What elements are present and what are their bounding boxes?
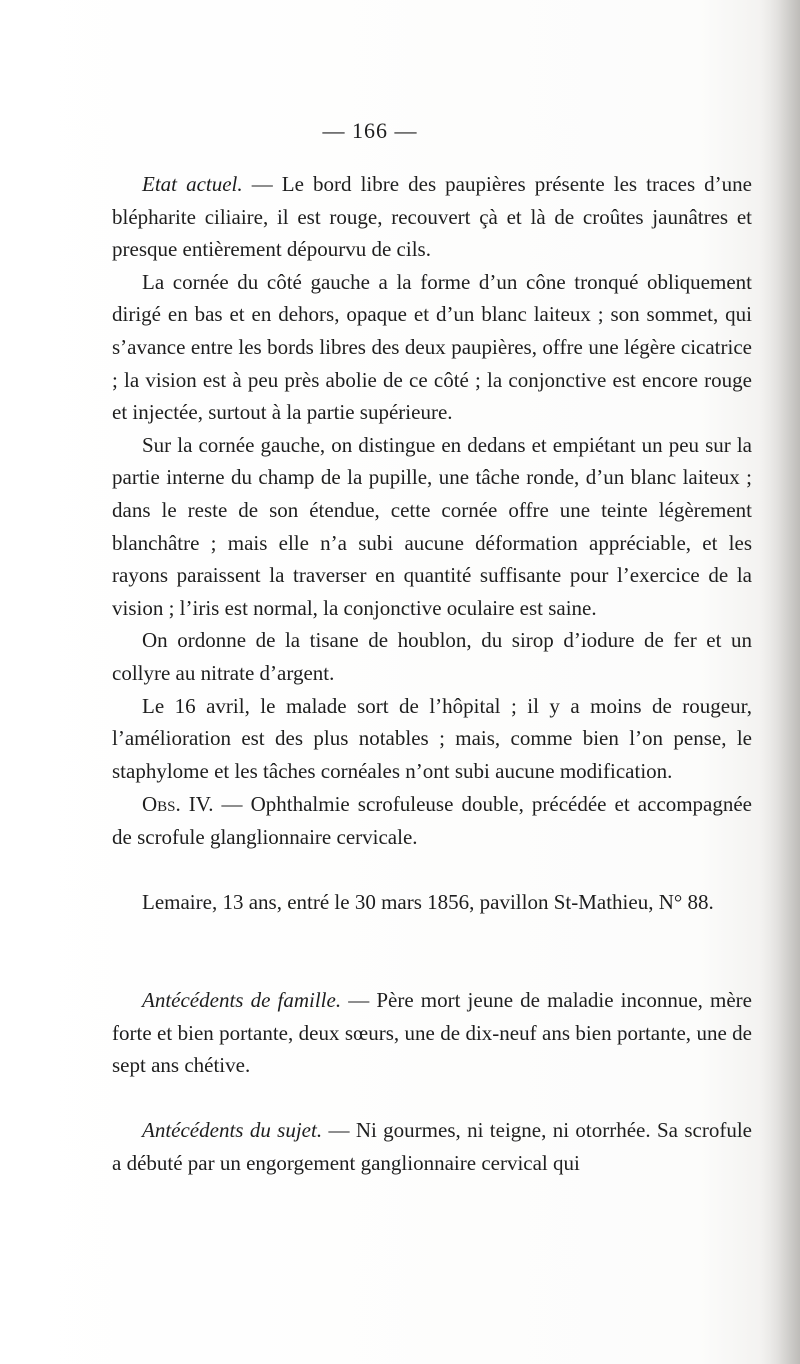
paragraph-patient: Lemaire, 13 ans, entré le 30 mars 1856, pavillon St-Mathieu, N° 88.: [142, 890, 714, 914]
observation-text: IV. — Ophthalmie scrofuleuse double, précédée et accompagnée de scrofule glanglionnaire cervicale.: [112, 792, 752, 849]
page-number: — 166 —: [322, 118, 418, 143]
paragraph-antecedents-famille: [112, 984, 752, 1082]
etat-actuel-label: Etat actuel.: [142, 172, 243, 196]
antecedents-famille-label: Antécédents de famille.: [142, 988, 342, 1012]
page-edge-shadow: [760, 0, 800, 1364]
antecedents-famille: [112, 984, 752, 1082]
patient-info: [112, 886, 752, 919]
paragraph-etat-actuel: [112, 168, 752, 266]
etat-actuel-section: [112, 168, 752, 787]
paragraph-cornee-gauche-cone: La cornée du côté gauche a la forme d’un cône tronqué obliquement dirigé en bas et en dehors, opaque et d’un blanc laiteux ; son sommet, qui s’avance entre les bords libres des deux paupières, offre une légère cicatrice ; la vision est à peu près abolie de ce côté ; la conjonctive est encore rouge et injectée, surtout à la partie supérieure.: [112, 269, 752, 425]
observation-heading: [112, 788, 752, 853]
paragraph-cornee-gauche-tache: Sur la cornée gauche, on distingue en dedans et empiétant un peu sur la partie interne du champ de la pupille, une tâche ronde, d’un blanc laiteux ; dans le reste de son étendue, cette cornée offre une teinte légèrement blanchâtre ; mais elle n’a subi aucune déformation appréciable, et les rayons paraissent la traverser en quantité suffisante pour l’exercice de la vision ; l’iris est normal, la conjonctive oculaire est saine.: [112, 432, 752, 620]
observation-label: Obs.: [142, 792, 181, 816]
antecedents-famille-text: — Père mort jeune de maladie inconnue, mère forte et bien portante, deux sœurs, une de dix-neuf ans bien portante, une de sept ans chétive.: [112, 988, 752, 1078]
paragraph-ordonnance: On ordonne de la tisane de houblon, du sirop d’iodure de fer et un collyre au nitrate d’argent.: [112, 628, 752, 685]
antecedents-sujet-label: Antécédents du sujet.: [142, 1118, 323, 1142]
paragraph-sortie: Le 16 avril, le malade sort de l’hôpital ; il y a moins de rougeur, l’amélioration est des plus notables ; mais, comme bien l’on pense, le staphylome et les tâches cornéales n’ont subi aucune modification.: [112, 693, 752, 783]
antecedents-sujet-text: — Ni gourmes, ni teigne, ni otorrhée. Sa scrofule a débuté par un engorgement ganglionnaire cervical qui: [112, 1118, 752, 1175]
etat-actuel-text: — Le bord libre des paupières présente les traces d’une blépharite ciliaire, il est rouge, recouvert çà et là de croûtes jaunâtres et presque entièrement dépourvu de cils.: [112, 172, 752, 262]
antecedents-sujet: [112, 1114, 752, 1179]
paragraph-observation: [112, 788, 752, 853]
paragraph-antecedents-sujet: [112, 1114, 752, 1179]
